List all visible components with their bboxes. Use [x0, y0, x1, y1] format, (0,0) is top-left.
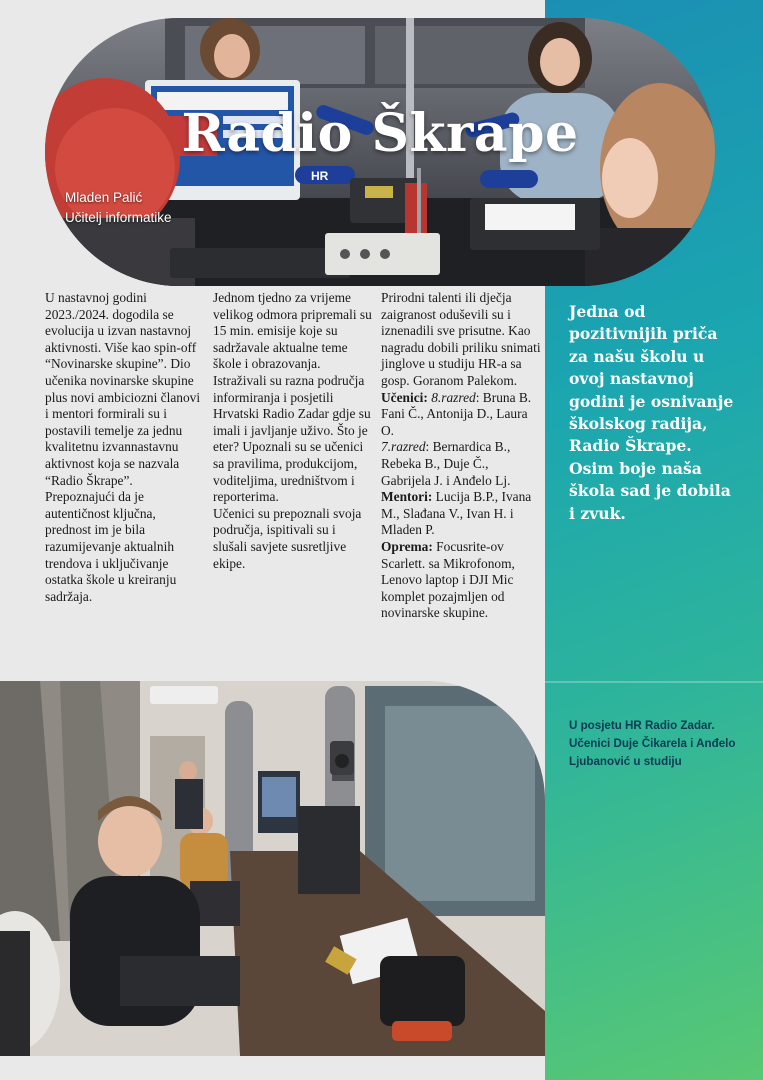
article-column-1	[45, 290, 205, 605]
header-photo	[45, 18, 715, 286]
studio-visit-illustration	[0, 681, 545, 1056]
sidebar-divider	[545, 681, 763, 683]
author-role: Učitelj informatike	[65, 210, 172, 225]
mentors-block	[381, 489, 541, 539]
pull-quote: Jedna od pozitivnijih priča za našu školu u ovoj nastavnoj godini je osnivanje školskog radija, Radio Škrape. Osim boje naša škola sad je dobila i zvuk.	[569, 302, 734, 523]
page-title: Radio Škrape	[181, 103, 579, 164]
column-3-intro: Prirodni talenti ili dječja zaigranost oduševili su i iznenadili sve prisutne. Kao nagradu dobili priliku snimati jinglove u studiju HR-a sa gosp. Goranom Palekom.	[381, 290, 541, 388]
mentors-label: Mentori:	[381, 489, 433, 505]
grade-7-block	[381, 439, 541, 489]
column-2-paragraph-1: Jednom tjedno za vrijeme velikog odmora pripremali su 15 min. emisije koje su sadržavale aktualne teme škole i obrazovanja. Istraživali su razna područja informiranja i posjetili Hrvatski Radio Zadar gdje su imali i javljanje uživo. Što je eter? Upoznali su se učenici sa pravilima, produkcijom, voditeljima, uredništvom i reporterima.	[213, 290, 372, 505]
equipment-label: Oprema:	[381, 538, 433, 554]
author-name: Mladen Palić	[65, 190, 143, 205]
equipment-text: Focusrite-ov Scarlett. sa Mikrofonom, Lenovo laptop i DJI Mic komplet pozajmljen od novinarske skupine.	[381, 538, 515, 621]
column-1-text: U nastavnoj godini 2023./2024. dogodila se evolucija u izvan nastavnoj aktivnosti. Više kao spin-off “Novinarske skupine”. Dio učenika novinarske skupine plus novi ambiciozni članovi i mentori formirali su i postavili temelje za jednu kvalitetnu izvannastavnu aktivnost koja se nazvala “Radio Škrape”. Prepoznajući da je autentičnost ključna, prednost im je bila razumijevanje aktualnih trendova i uključivanje ostatka škole u kreiranju sadržaja.	[45, 290, 201, 604]
grade-8-names: : Bruna B. Fani Č., Antonija D., Laura O.	[381, 389, 532, 438]
article-column-3	[381, 290, 541, 622]
article-column-2	[213, 290, 373, 572]
mentors-names: Lucija B.P., Ivana M., Slađana V., Ivan H. i Mladen P.	[381, 489, 532, 538]
author-block	[65, 188, 172, 228]
grade-7-names: : Bernardica B., Rebeka B., Duje Č., Gabrijela J. i Anđelo Lj.	[381, 439, 511, 488]
equipment-block	[381, 539, 541, 622]
mic-brand-label: HR	[311, 169, 329, 183]
students-label: Učenici:	[381, 389, 428, 405]
grade-8-label: 8.razred	[431, 389, 476, 405]
photo-caption: U posjetu HR Radio Zadar. Učenici Duje Čikarela i Anđelo Ljubanović u studiju	[569, 719, 736, 768]
students-block	[381, 390, 541, 440]
grade-7-label: 7.razred	[381, 439, 426, 455]
studio-visit-photo	[0, 681, 545, 1056]
column-2-paragraph-2: Učenici su prepoznali svoja područja, ispitivali su i slušali savjete susretljive ekipe.	[213, 505, 362, 571]
